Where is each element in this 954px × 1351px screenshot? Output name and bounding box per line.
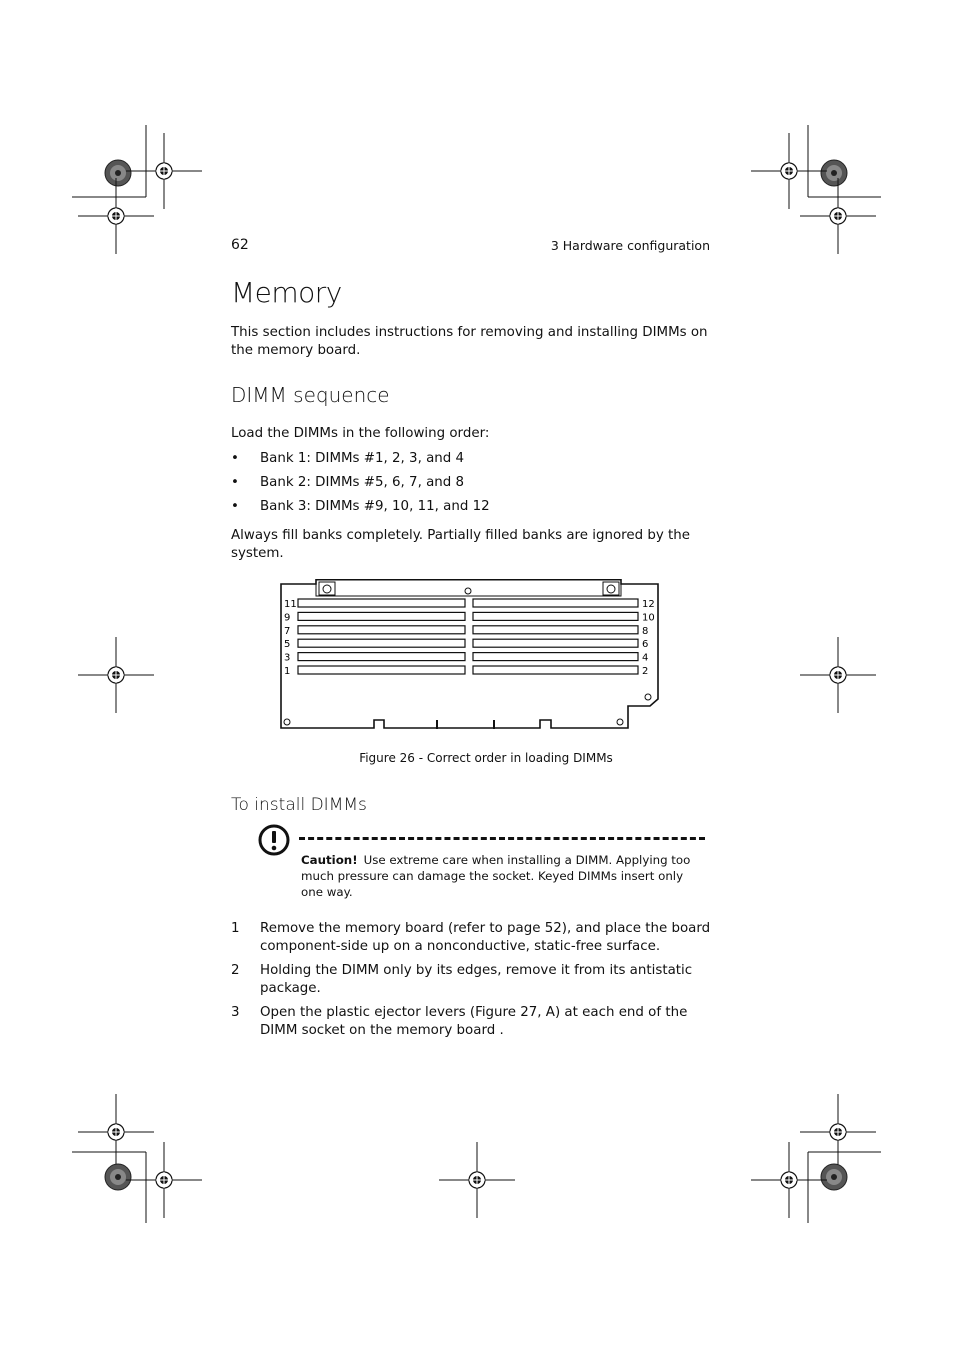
slot-label: 11 <box>284 599 297 610</box>
slot-label: 1 <box>284 666 291 677</box>
section-heading-dimm-sequence: DIMM sequence <box>231 383 390 407</box>
list-item: 2 Holding the DIMM only by its edges, remove it from its antistatic package. <box>231 963 693 996</box>
slot-label: 3 <box>284 652 291 664</box>
slot-label: 5 <box>284 639 291 651</box>
intro-paragraph: This section includes instructions for removing and installing DIMMs on the memory board. <box>231 325 708 358</box>
caution-divider <box>299 837 705 840</box>
dimm-slot <box>473 666 638 674</box>
slot-label: 6 <box>642 639 649 651</box>
dimm-slot <box>473 612 638 620</box>
running-header: 3 Hardware configuration <box>550 238 710 253</box>
sequence-lead: Load the DIMMs in the following order: <box>231 426 490 441</box>
install-steps <box>231 920 711 1046</box>
dimm-slot <box>473 626 638 634</box>
list-item: 3 Open the plastic ejector levers (Figure 27, A) at each end of the DIMM socket on the memory board . <box>231 1005 688 1038</box>
list-item: 1 Remove the memory board (refer to page 52), and place the board component-side up on a nonconductive, static-free surface. <box>231 921 711 954</box>
page-title: Memory <box>231 276 342 309</box>
dimm-slot <box>298 653 465 661</box>
slot-label: 8 <box>642 625 649 637</box>
bank-list <box>231 450 490 522</box>
slot-label: 12 <box>642 599 655 610</box>
section-heading-install: To install DIMMs <box>231 795 367 815</box>
dimm-slot <box>298 599 465 607</box>
slot-label: 4 <box>642 652 649 664</box>
list-item: • Bank 3: DIMMs #9, 10, 11, and 12 <box>231 499 490 514</box>
list-item: • Bank 2: DIMMs #5, 6, 7, and 8 <box>231 475 465 490</box>
dimm-slot <box>473 653 638 661</box>
dimm-slot <box>298 666 465 674</box>
caution-text: Use extreme care when installing a DIMM. Applying too much pressure can damage the socket. Keyed DIMMs insert only one way. <box>301 853 691 899</box>
memory-board-diagram <box>278 579 662 735</box>
dimm-slot <box>298 626 465 634</box>
caution-note <box>301 852 701 900</box>
slot-label: 10 <box>642 612 655 624</box>
dimm-slot <box>298 639 465 647</box>
list-item: • Bank 1: DIMMs #1, 2, 3, and 4 <box>231 451 465 466</box>
dimm-slot <box>473 599 638 607</box>
slot-label: 2 <box>642 666 649 677</box>
figure-caption: Figure 26 - Correct order in loading DIMMs <box>359 751 613 765</box>
caution-label: Caution! <box>301 853 358 867</box>
slot-label: 7 <box>284 625 291 637</box>
fill-note: Always fill banks completely. Partially filled banks are ignored by the system. <box>231 528 691 561</box>
page-number: 62 <box>231 237 249 253</box>
caution-icon <box>258 824 290 856</box>
dimm-slot <box>473 639 638 647</box>
slot-label: 9 <box>284 612 291 624</box>
dimm-slot <box>298 612 465 620</box>
